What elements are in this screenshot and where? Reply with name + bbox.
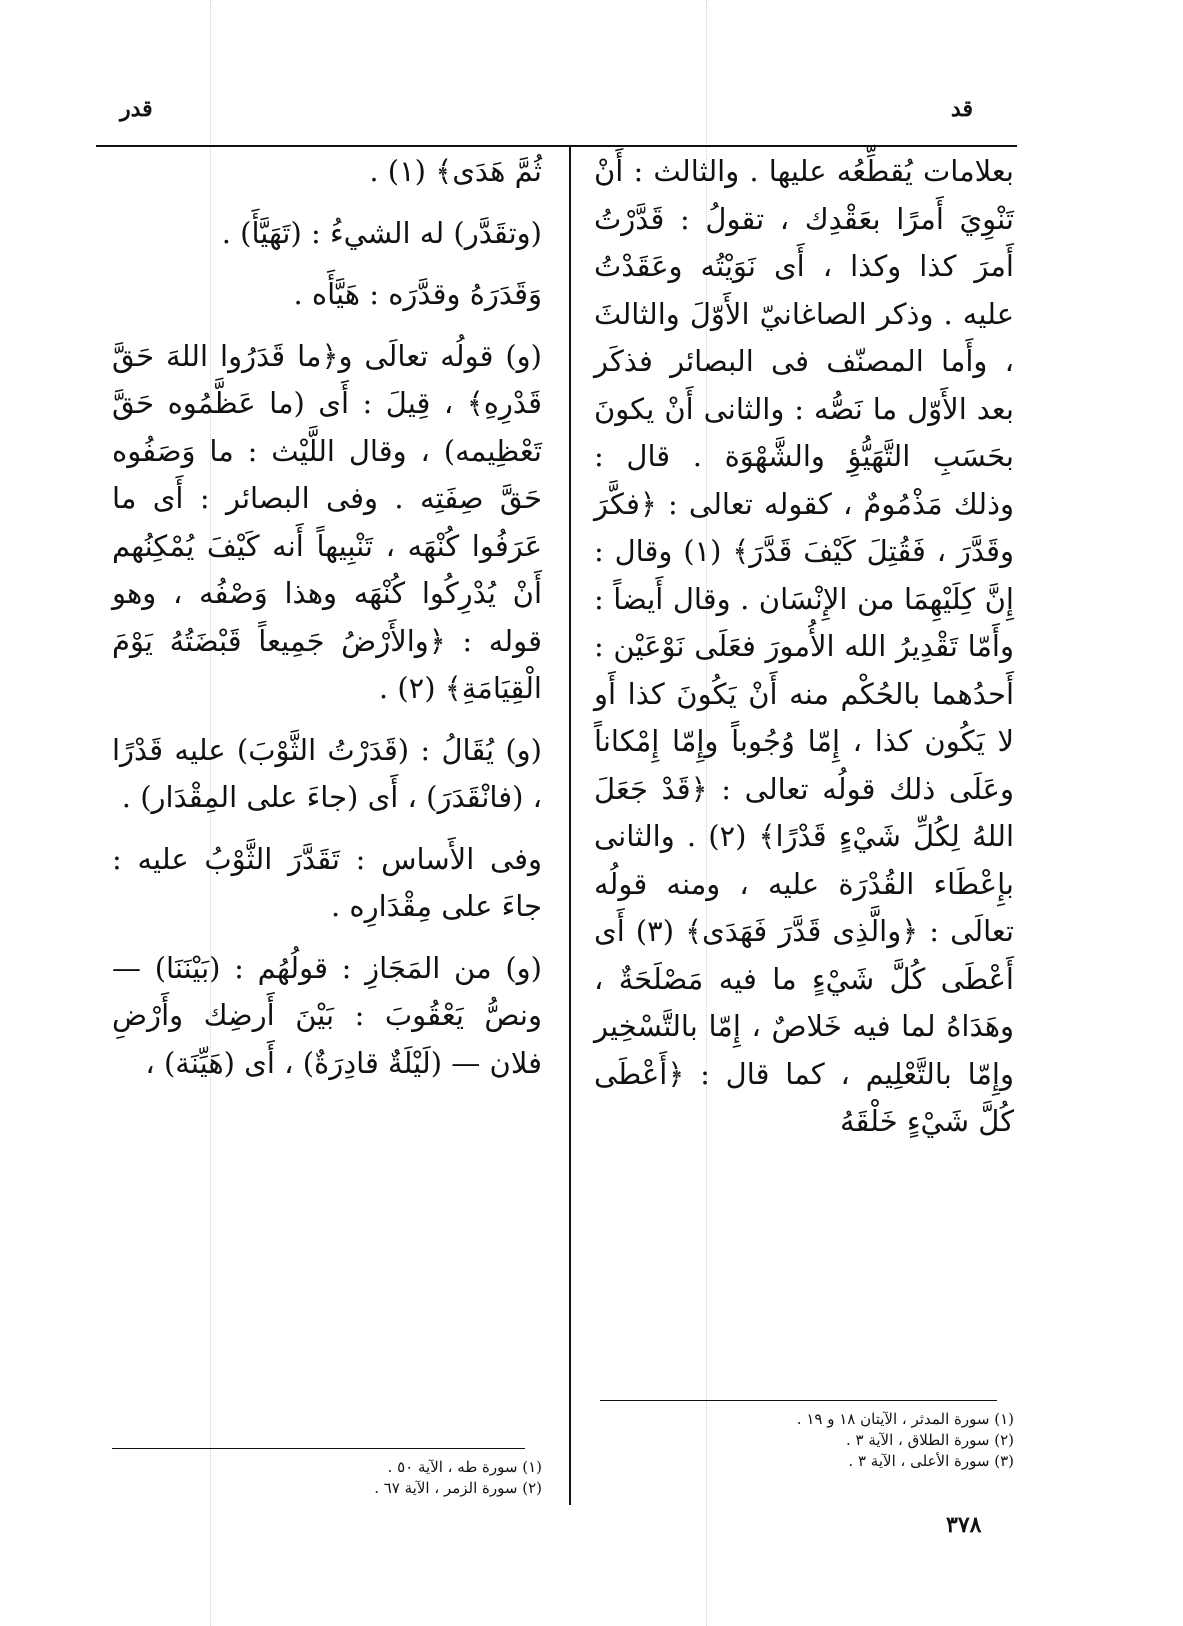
header-left-word: قدر xyxy=(120,96,153,122)
paragraph: (و) يُقَالُ : (قَدَرْتُ الثَّوْبَ) عليه قَدْرًا ، (فانْقَدَرَ) ، أَى (جاءَ على المِقْدَار) . xyxy=(112,732,542,814)
footnotes-right xyxy=(600,1400,1014,1472)
paragraph: ثُمَّ هَدَى﴾ (١) . xyxy=(369,154,542,188)
footnote-rule xyxy=(112,1448,525,1449)
paragraph: وفى الأَساس : تَقَدَّرَ الثَّوْبُ عليه : جاءَ على مِقْدَارِه . xyxy=(112,841,542,923)
paragraph: (و) من المَجَازِ : قولُهُم : (بَيْنَنَا) — ونصُّ يَعْقُوبَ : بَيْنَ أَرضِك وأَرْضِ فلان — (لَيْلَةٌ قادِرَةٌ) ، أَى (هَيِّنَة) ، xyxy=(112,950,542,1080)
footnote-rule xyxy=(600,1400,997,1401)
footnote: (٢) سورة الطلاق ، الآية ٣ . xyxy=(845,1431,1014,1449)
header-right-word: قد xyxy=(950,96,973,122)
paragraph: بعلامات يُقطِّعُه عليها . والثالث : أَنْ تَنْوِيَ أَمرًا بعَقْدِك ، تقولُ : قَدَّرْتُ أَمرَ كذا وكذا ، أَى نَوَيْتُه وعَقَدْتُ عليه . وذكر الصاغانيّ الأَوّلَ والثالثَ ، وأَما المصنّف فى البصائر فذكَر بعد الأَوّل ما نَصُّه : والثانى أَنْ يكونَ بحَسَبِ التَّهَيُّؤِ والشَّهْوَة . قال : وذلك مَذْمُومٌ ، كقوله تعالى : ﴿فكَّرَ وقَدَّرَ ، فَقُتِلَ كَيْفَ قَدَّرَ﴾ (١) وقال : إِنَّ كِلَيْهِمَا من الإِنْسَان . وقال أَيضاً : وأَمّا تَقْدِيرُ الله الأُمورَ فعَلَى نَوْعَيْن : أَحدُهما بالحُكْم منه أَنْ يَكُونَ كذا أَو لا يَكُون كذا ، إِمّا وُجُوباً وإِمّا إِمْكاناً وعَلَى ذلك قولُه تعالى : ﴿قَدْ جَعَلَ اللهُ لِكُلِّ شَيْءٍ قَدْرًا﴾ (٢) . والثانى بإِعْطَاء القُدْرَة عليه ، ومنه قولُه تعالَى : ﴿والَّذِى قَدَّرَ فَهَدَى﴾ (٣) أَى أَعْطَى كُلَّ شَيْءٍ ما فيه مَصْلَحَةٌ ، وهَدَاهُ لما فيه خَلاصٌ ، إِمّا بالتَّسْخِير وإِمّا بالتَّعْلِيم ، كما قال : ﴿أَعْطَى كُلَّ شَيْءٍ خَلْقَهُ xyxy=(594,154,1015,1138)
column-divider xyxy=(569,145,571,1505)
right-column xyxy=(594,148,1014,1146)
footnote: (١) سورة طه ، الآية ٥٠ . xyxy=(387,1458,542,1476)
footnote: (١) سورة المدثر ، الآيتان ١٨ و ١٩ . xyxy=(796,1410,1014,1428)
paragraph: وَقَدَرَهُ وقدَّرَه : هَيَّأَه . xyxy=(293,277,542,311)
footnote: (٣) سورة الأعلى ، الآية ٣ . xyxy=(848,1452,1014,1470)
left-column xyxy=(112,148,542,1087)
paragraph: (و) قولُه تعالَى و﴿ما قَدَرُوا اللهَ حَقَّ قَدْرِهِ﴾ ، قِيلَ : أَى (ما عَظَّمُوه حَقَّ تَعْظِيمه) ، وقال اللَّيْث : ما وَصَفُوه حَقَّ صِفَتِه . وفى البصائر : أَى ما عَرَفُوا كُنْهَه ، تَنْبِيهاً أَنه كَيْفَ يُمْكِنُهم أَنْ يُدْرِكُوا كُنْهَه وهذا وَصْفُه ، وهو قوله : ﴿والأَرْضُ جَمِيعاً قَبْضَتُهُ يَوْمَ الْقِيَامَةِ﴾ (٢) . xyxy=(112,338,542,705)
footnotes-left xyxy=(112,1448,542,1499)
paragraph: (وتقَدَّر) له الشيءُ : (تَهَيَّأَ) . xyxy=(221,215,542,250)
page-number: ٣٧٨ xyxy=(946,1512,982,1538)
header-rule xyxy=(96,145,1017,147)
footnote: (٢) سورة الزمر ، الآية ٦٧ . xyxy=(374,1479,542,1497)
